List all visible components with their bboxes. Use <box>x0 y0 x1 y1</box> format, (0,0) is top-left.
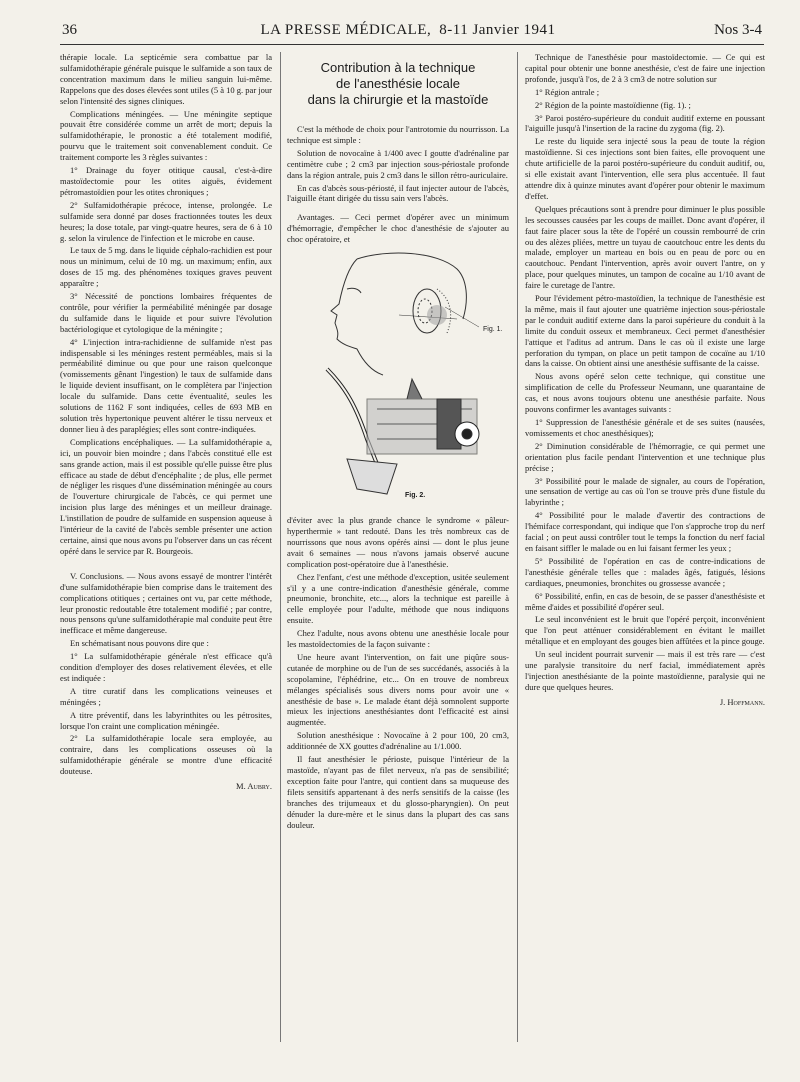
figure-2-label: Fig. 2. <box>405 492 426 500</box>
paragraph: Solution de novocaïne à 1/400 avec I goutte d'adrénaline par centimètre cube ; 2 cm3 par injection sous-périostale profonde dans la région antrale, puis 2 cm3 dans le sillon rétro-auriculaire. <box>287 147 509 180</box>
paragraph: d'éviter avec la plus grande chance le syndrome « pâleur-hyperthermie » tant redouté. Dans les très nombreux cas de nourrissons que nous avons opérés ainsi — dont le plus jeune avait 6 semaines — nous n'avons jamais observé aucune complication post-opératoire due à l'anesthésie. <box>287 515 509 569</box>
paragraph: thérapie locale. La septicémie sera combattue par la sulfamidothérapie générale puisque le sulfamide a son taux de concentration maximum dans le milieu sanguin lui-même. Rappelons que des doses élevées sont utiles (5 à 10 g. par jour selon l'intensité des signes cliniques. <box>60 52 272 106</box>
issue-number: Nos 3-4 <box>714 22 762 38</box>
paragraph: 2° Sulfamidothérapie précoce, intense, prolongée. Le sulfamide sera donné par doses fractionnées toutes les deux heures; la dose totale, par vingt-quatre heures, sera de 6 à 10 g. selon la virulence de l'infection et le microbe en cause. <box>60 199 272 243</box>
paragraph: Un seul incident pourrait survenir — mais il est très rare — c'est une paralysie transitoire du nerf facial, immédiatement après l'injection anesthésiante de la pointe mastoïdienne, paralysie qui ne dure que quelques heures. <box>525 649 765 692</box>
journal-name: LA PRESSE MÉDICALE, <box>260 22 432 38</box>
figure-1-label: Fig. 1. <box>483 326 503 334</box>
paragraph: A titre curatif dans les complications veineuses et méningées ; <box>60 685 272 707</box>
paragraph: 1° Drainage du foyer otitique causal, c'est-à-dire mastoïdectomie pour les otites aiguës, évidement pétromastoïdien pour les otites chroniques ; <box>60 165 272 197</box>
paragraph: Nous avons opéré selon cette technique, qui constitue une simplification de celle du Professeur Neumann, une quarantaine de cas, et nous avons toujours obtenu une anesthésie parfaite. Nous pouvons confirmer les avantages suivants : <box>525 371 765 415</box>
author-signature: J. Hoffmann. <box>719 696 765 707</box>
paragraph: Avantages. — Ceci permet d'opérer avec un minimum d'hémorragie, d'empêcher le choc d'anesthésie de s'ajouter au choc opératoire, et <box>287 212 509 245</box>
paragraph: En cas d'abcès sous-périosté, il faut injecter autour de l'abcès, l'aiguille étant dirigée du tissu sain vers l'abcès. <box>287 182 509 204</box>
paragraph: C'est la méthode de choix pour l'antrotomie du nourrisson. La technique est simple : <box>287 124 509 145</box>
article-title-line: de l'anesthésie locale <box>336 76 460 91</box>
paragraph: 3° Paroi postéro-supérieure du conduit auditif externe en poussant l'aiguille jusqu'à l'insertion de la racine du zygoma (fig. 2). <box>525 112 765 134</box>
article-title-line: dans la chirurgie et la mastoïde <box>307 92 489 107</box>
ear-section-drawing <box>327 369 479 494</box>
paragraph: Technique de l'anesthésie pour mastoïdectomie. — Ce qui est capital pour obtenir une bonne anesthésie, c'est de faire une injection profonde, jusqu'à l'os, de 2 à 3 cm3 de notre solution sur <box>525 52 765 84</box>
paragraph: Solution anesthésique : Novocaïne à 2 pour 100, 20 cm3, additionnée de XX gouttes d'adrénaline au 1/1.000. <box>287 730 509 752</box>
page-header <box>62 20 762 42</box>
paragraph: Une heure avant l'intervention, on fait une piqûre sous-cutanée de morphine ou de l'un de ses succédanés, associés à la scopolamine, l'éphédrine, etc... On en trouve de nombreux mélanges spécialisés sous divers noms pour avoir une « anesthésie de base ». Le malade étant déjà somnolent supporte mieux les injections anesthésiantes dont l'efficacité est ainsi augmentée. <box>287 651 509 728</box>
paragraph: Complications encéphaliques. — La sulfamidothérapie a, ici, un pouvoir bien moindre ; dans l'abcès constitué elle est sans grande action, mais il est possible qu'elle puisse être plus efficace au stade de début d'encéphalite ; de plus, elle permet de négliger les risques d'une dissémination méningée au cours de l'ouverture chirurgicale de l'abcès, ce qui permet une incision plus large des méninges et un meilleur drainage. L'instillation de poudre de sulfamide en suspension aqueuse à l'intérieur de la cavité de l'abcès semble présenter une action certaine, ainsi que nous avons pu l'observer dans un cas récent opéré dans le service par R. Bourgeois. <box>60 436 272 556</box>
column-divider <box>517 52 518 1042</box>
paragraph: Chez l'adulte, nous avons obtenu une anesthésie locale pour les mastoïdectomies de la façon suivante : <box>287 628 509 650</box>
paragraph: 1° Région antrale ; <box>535 86 600 97</box>
article-title-line: Contribution à la technique <box>320 60 476 75</box>
anatomical-figures <box>287 249 509 509</box>
paragraph: A titre préventif, dans les labyrinthites ou les pétrosites, lorsque l'on craint une complication méningée. <box>60 709 272 731</box>
column-2 <box>287 52 509 832</box>
paragraph: 2° La sulfamidothérapie locale sera employée, au contraire, dans les complications osseuses où la sulfamidothérapie générale se montre d'une efficacité douteuse. <box>60 733 272 777</box>
paragraph: 4° L'injection intra-rachidienne de sulfamide n'est pas indispensable si les méninges restent perméables, mais si la perméabilité diminue ou que pour une raison quelconque (vomissements gênant l'ingestion) le taux de sulfamide dans le liquide devient insuffisant, on le complètera par l'injection locale du sulfamide. Dans cette éventualité, seules les solutions de 1162 F sont indiquées, celles de 693 MB en solution très hypertonique peuvent altérer le tissu nerveux et donner lieu à des paraplégies; elles sont contre-indiquées. <box>60 336 272 434</box>
paragraph: Complications méningées. — Une méningite septique pouvait être considérée comme un arrêt de mort; depuis la sulfamidothérapie, le pronostic a été totalement modifié, pourvu que le traitement soit convenablement conduit. Ce traitement comporte les 3 règles suivantes : <box>60 108 272 163</box>
paragraph: 1° La sulfamidothérapie générale n'est efficace qu'à condition d'employer des doses relativement élevées, et elle est indiquée : <box>60 651 272 683</box>
column-1 <box>60 52 272 792</box>
paragraph: 2° Région de la pointe mastoïdienne (fig. 1). ; <box>535 99 691 110</box>
author-signature: M. Aubry. <box>236 781 272 792</box>
paragraph: 2° Diminution considérable de l'hémorragie, ce qui permet une orientation plus facile pendant l'intervention et une technique plus précise ; <box>525 440 765 473</box>
paragraph: En schématisant nous pouvons dire que : <box>70 638 209 649</box>
paragraph: V. Conclusions. — Nous avons essayé de montrer l'intérêt d'une sulfamidothérapie bien comprise dans le traitement des complications otitiques ; certaines ont vu, par cette méthode, leur pronostic redoutable être totalement modifié ; par contre, nous pensons qu'une sulfamidothérapie mal conduite peut être inefficace et même dangereuse. <box>60 570 272 636</box>
issue-date: 8-11 Janvier 1941 <box>439 22 556 38</box>
page-number: 36 <box>62 22 77 38</box>
paragraph: 3° Nécessité de ponctions lombaires fréquentes de contrôle, pour vérifier la perméabilité méningée par dosage du sulfamide dans le liquide et pour suivre l'évolution bactériologique et cytologique de la méningite ; <box>60 291 272 334</box>
head-profile-drawing <box>331 253 479 375</box>
paragraph: Chez l'enfant, c'est une méthode d'exception, usitée seulement s'il y a une contre-indication d'anesthésie générale, comme pneumonie, bronchite, etc..., alors la technique est pareille à celle employée pour l'adulte, méthode que nous indiquons ensuite. <box>287 571 509 626</box>
paragraph: Quelques précautions sont à prendre pour diminuer le plus possible les secousses causées par les coups de maillet. Donc avant d'opérer, il faut faire placer sous la tête de l'opéré un coussin rembourré de crin ou des alèzes pliées, mettre un tuyau de caoutchouc entre les dents du malade, employer un marteau en bois ou en peau de porc ou en caoutchouc. Pendant l'intervention, après avoir ouvert l'antre, on y place, pour quelques minutes, un tampon de cocaïne au 1/10 avant de faire le curetage de l'antre. <box>525 203 765 291</box>
column-3 <box>525 52 765 708</box>
header-rule <box>60 44 764 45</box>
paragraph: Le taux de 5 mg. dans le liquide céphalo-rachidien est pour nous un minimum, celui de 10 mg. un maximum; enfin, aux doses de 15 mg. des phénomènes toxiques graves peuvent apparaître ; <box>60 245 272 289</box>
paragraph: Il faut anesthésier le périoste, puisque l'intérieur de la mastoïde, n'ayant pas de filet nerveux, n'a pas de sensibilité; exception faite pour l'antre, qui contient dans sa muqueuse des filets sensitifs appartenant à des nerfs sensitifs de la caisse (les branches des trijumeaux et du glosso-pharyngien). On peut dénuder la dure-mère et le sinus dans la plupart des cas sans douleur. <box>287 754 509 830</box>
paragraph: 5° Possibilité de l'opération en cas de contre-indications de l'anesthésie générale telles que : malades âgés, fatigués, lésions cardiaques, pneumonies, bronchites ou grossesse avancée ; <box>525 555 765 588</box>
column-divider <box>280 52 281 1042</box>
paragraph: Pour l'évidement pétro-mastoïdien, la technique de l'anesthésie est la même, mais il faut ajouter une quatrième injection sous-périostale par le conduit auditif externe dans la paroi supérieure du conduit à la limite du conduit osseux et membraneux. Ceci permet d'anesthésier l'attique et l'aditus ad antrum. Dans le cas où il existe une large perforation du tympan, on place un petit tampon de cocaïne au 1/10 dans la caisse. On obtient ainsi une anesthésie suffisante de la caisse. <box>525 293 765 369</box>
paragraph: 3° Possibilité pour le malade de signaler, au cours de l'opération, une sensation de vertige au cas où l'on se trouve près d'une fistule du labyrinthe ; <box>525 475 765 508</box>
paragraph: Le reste du liquide sera injecté sous la peau de toute la région mastoïdienne. Si ces injections sont bien faites, elle provoquent une chute artificielle de la paroi postéro-supérieure du conduit auditif, ou, si elle existait avant l'intervention, elle sera plus accentuée. Il faut attendre dix à quinze minutes avant d'opérer pour obtenir le maximum d'effet. <box>525 136 765 201</box>
paragraph: 6° Possibilité, enfin, en cas de besoin, de se passer d'anesthésiste et même d'aides et possibilité d'opérer seul. <box>525 590 765 612</box>
journal-title <box>62 22 762 39</box>
article-title <box>287 60 509 108</box>
figure-illustration <box>287 249 509 509</box>
paragraph: Le seul inconvénient est le bruit que l'opéré perçoit, inconvénient que l'on peut atténuer considérablement en évitant le maillet métallique et en employant des gouges bien affûtées et la pince gouge. <box>525 614 765 647</box>
paragraph: 1° Suppression de l'anesthésie générale et de ses suites (nausées, vomissements et choc anesthésiques); <box>525 417 765 438</box>
paragraph: 4° Possibilité pour le malade d'avertir des contractions de l'hémiface correspondant, qui indique que l'on s'approche trop du nerf facial ; on peut aussi contrôler tout le temps la fonction du nerf facial en faisant siffler le malade ou en lui faisant fermer les yeux ; <box>525 510 765 553</box>
injection-zone <box>427 305 447 325</box>
